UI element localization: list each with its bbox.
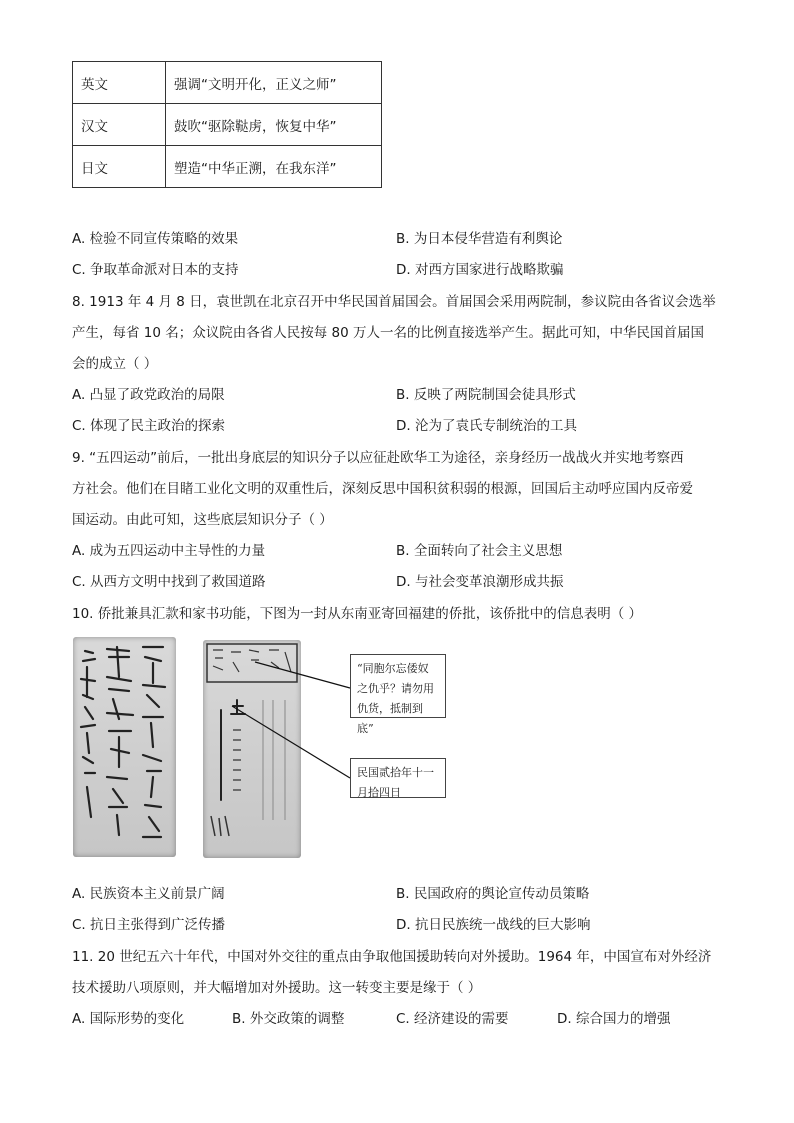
q9-option-d[interactable]: D. 与社会变革浪潮形成共振 — [396, 574, 564, 590]
q9-option-c[interactable]: C. 从西方文明中找到了救国道路 — [72, 574, 266, 590]
q8-option-c[interactable]: C. 体现了民主政治的探索 — [72, 418, 226, 434]
q11-option-d[interactable]: D. 综合国力的增强 — [557, 1011, 671, 1027]
table-cell-lang: 英文 — [73, 62, 166, 104]
q11-option-c[interactable]: C. 经济建设的需要 — [396, 1011, 509, 1027]
q8-stem-line1: 8. 1913 年 4 月 8 日，袁世凯在北京召开中华民国首届国会。首届国会采用两院制，参议院由各省议会选举 — [72, 294, 716, 310]
table-cell-content: 强调“文明开化，正义之师” — [166, 62, 382, 104]
q10-option-a[interactable]: A. 民族资本主义前景广阔 — [72, 886, 225, 902]
q10-stem-line1: 10. 侨批兼具汇款和家书功能，下图为一封从东南亚寄回福建的侨批，该侨批中的信息表明（ ） — [72, 606, 643, 622]
q7-option-b[interactable]: B. 为日本侵华营造有利舆论 — [396, 231, 563, 247]
table-cell-content: 塑造“中华正溯，在我东洋” — [166, 146, 382, 188]
table-cell-content: 鼓吹“驱除鞑虏，恢复中华” — [166, 104, 382, 146]
q7-option-a[interactable]: A. 检验不同宣传策略的效果 — [72, 231, 239, 247]
table-cell-lang: 日文 — [73, 146, 166, 188]
q8-stem-line3: 会的成立（ ） — [72, 356, 158, 372]
callout-date: 民国贰拾年十一月拾四日 — [350, 758, 446, 798]
q9-stem-line2: 方社会。他们在目睹工业化文明的双重性后，深刻反思中国积贫积弱的根源，回国后主动呼应国内反帝爱 — [72, 481, 693, 497]
q9-stem-line1: 9. “五四运动”前后，一批出身底层的知识分子以应征赴欧华工为途径，亲身经历一战战火并实地考察西 — [72, 450, 684, 466]
q10-option-c[interactable]: C. 抗日主张得到广泛传播 — [72, 917, 226, 933]
q9-option-b[interactable]: B. 全面转向了社会主义思想 — [396, 543, 563, 559]
callout-slogan: “同胞尔忘倭奴之仇乎？请勿用仇货，抵制到底” — [350, 654, 446, 718]
q8-option-d[interactable]: D. 沦为了袁氏专制统治的工具 — [396, 418, 577, 434]
q8-option-a[interactable]: A. 凸显了政党政治的局限 — [72, 387, 225, 403]
q8-option-b[interactable]: B. 反映了两院制国会徒具形式 — [396, 387, 576, 403]
q10-option-b[interactable]: B. 民国政府的舆论宣传动员策略 — [396, 886, 590, 902]
q10-option-d[interactable]: D. 抗日民族统一战线的巨大影响 — [396, 917, 591, 933]
table-cell-lang: 汉文 — [73, 104, 166, 146]
q9-stem-line3: 国运动。由此可知，这些底层知识分子（ ） — [72, 512, 333, 528]
q7-option-c[interactable]: C. 争取革命派对日本的支持 — [72, 262, 239, 278]
q11-stem-line2: 技术援助八项原则，并大幅增加对外援助。这一转变主要是缘于（ ） — [72, 980, 482, 996]
q8-stem-line2: 产生，每省 10 名；众议院由各省人民按每 80 万人一名的比例直接选举产生。据此可知，中华民国首届国 — [72, 325, 705, 341]
q7-option-d[interactable]: D. 对西方国家进行战略欺骗 — [396, 262, 564, 278]
q11-option-a[interactable]: A. 国际形势的变化 — [72, 1011, 185, 1027]
q11-option-b[interactable]: B. 外交政策的调整 — [232, 1011, 345, 1027]
q11-stem-line1: 11. 20 世纪五六十年代，中国对外交往的重点由争取他国援助转向对外援助。1964 年，中国宣布对外经济 — [72, 949, 712, 965]
q9-option-a[interactable]: A. 成为五四运动中主导性的力量 — [72, 543, 266, 559]
